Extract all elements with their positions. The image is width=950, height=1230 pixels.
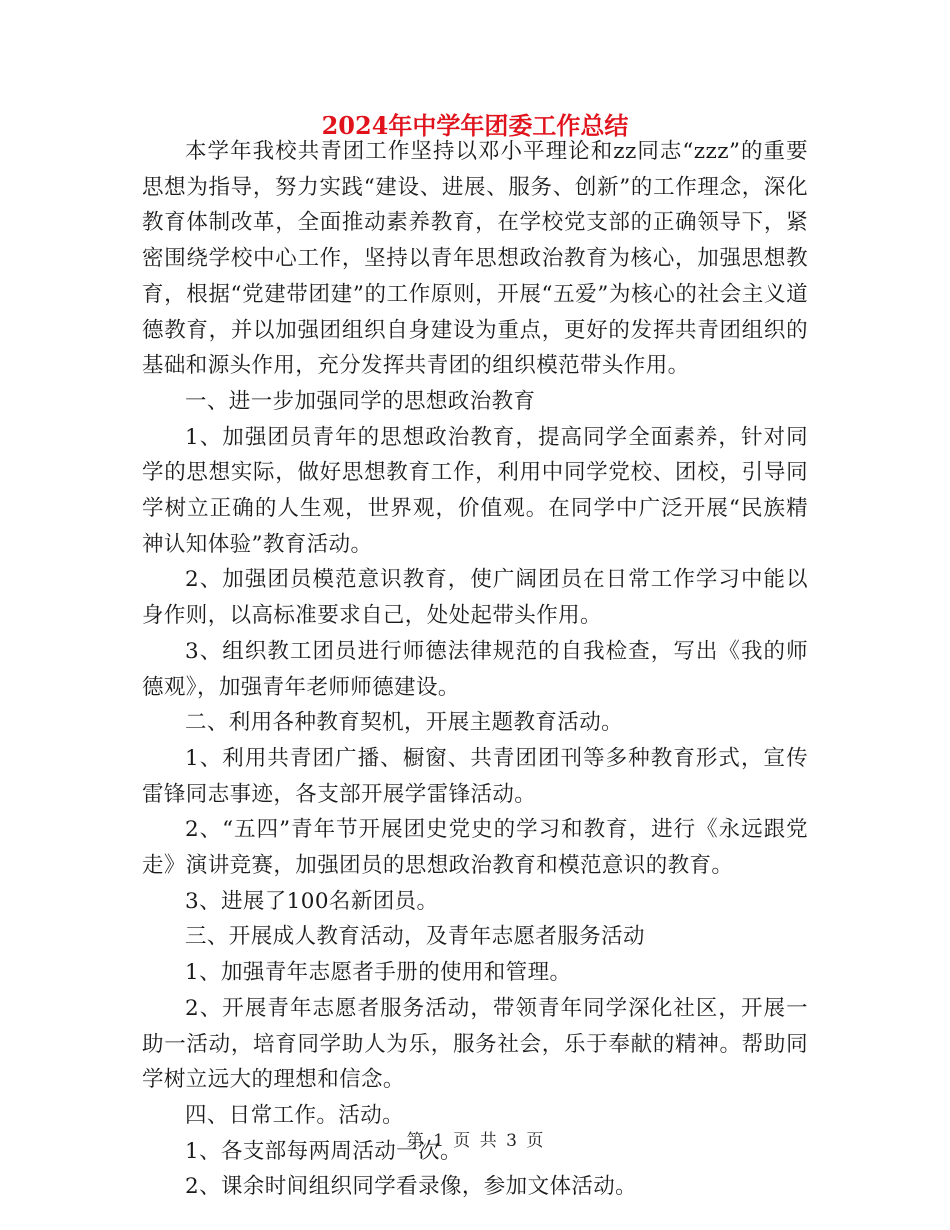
paragraph-1-3: 3、组织教工团员进行师德法律规范的自我检查，写出《我的师德观》，加强青年老师师德建设。 <box>142 638 808 700</box>
paragraph-4-2: 2、课余时间组织同学看录像，参加文体活动。 <box>185 1174 638 1200</box>
paragraph-4-1: 1、各支部每两周活动一次。 <box>185 1138 462 1164</box>
paragraph-2-3: 3、进展了100名新团员。 <box>185 888 439 914</box>
page-number-footer: 第 1 页 共 3 页 <box>406 1131 544 1151</box>
paragraph-intro: 本学年我校共青团工作坚持以邓小平理论和zz同志“zzz”的重要思想为指导，努力实践“建设、进展、服务、创新”的工作理念，深化教育体制改革，全面推动素养教育，在学校党支部的正确领导下，紧密围绕学校中心工作，坚持以青年思想政治教育为核心，加强思想教育，根据“党建带团建”的工作原则，开展“五爱”为核心的社会主义道德教育，并以加强团组织自身建设为重点，更好的发挥共青团组织的基础和源头作用，充分发挥共青团的组织模范带头作用。 <box>142 139 808 379</box>
section-heading-3: 三、开展成人教育活动，及青年志愿者服务活动 <box>185 924 645 950</box>
section-heading-1: 一、进一步加强同学的思想政治教育 <box>185 388 536 414</box>
document-title: 2024年中学年团委工作总结 <box>321 111 629 140</box>
document-body <box>142 134 808 1205</box>
section-heading-2: 二、利用各种教育契机，开展主题教育活动。 <box>185 710 624 736</box>
paragraph-2-2: 2、“五四”青年节开展团史党史的学习和教育，进行《永远跟党走》演讲竞赛，加强团员的思想政治教育和模范意识的教育。 <box>142 817 808 879</box>
section-heading-4: 四、日常工作。活动。 <box>185 1102 405 1128</box>
paragraph-3-2: 2、开展青年志愿者服务活动，带领青年同学深化社区，开展一助一活动，培育同学助人为乐，服务社会，乐于奉献的精神。帮助同学树立远大的理想和信念。 <box>142 995 808 1093</box>
paragraph-2-1: 1、利用共青团广播、橱窗、共青团团刊等多种教育形式，宣传雷锋同志事迹，各支部开展学雷锋活动。 <box>142 745 808 807</box>
paragraph-3-1: 1、加强青年志愿者手册的使用和管理。 <box>185 960 572 986</box>
paragraph-1-2: 2、加强团员模范意识教育，使广阔团员在日常工作学习中能以身作则，以高标准要求自己，处处起带头作用。 <box>142 567 808 629</box>
paragraph-1-1: 1、加强团员青年的思想政治教育，提高同学全面素养，针对同学的思想实际，做好思想教育工作，利用中同学党校、团校，引导同学树立正确的人生观，世界观，价值观。在同学中广泛开展“民族精神认知体验”教育活动。 <box>142 424 808 557</box>
